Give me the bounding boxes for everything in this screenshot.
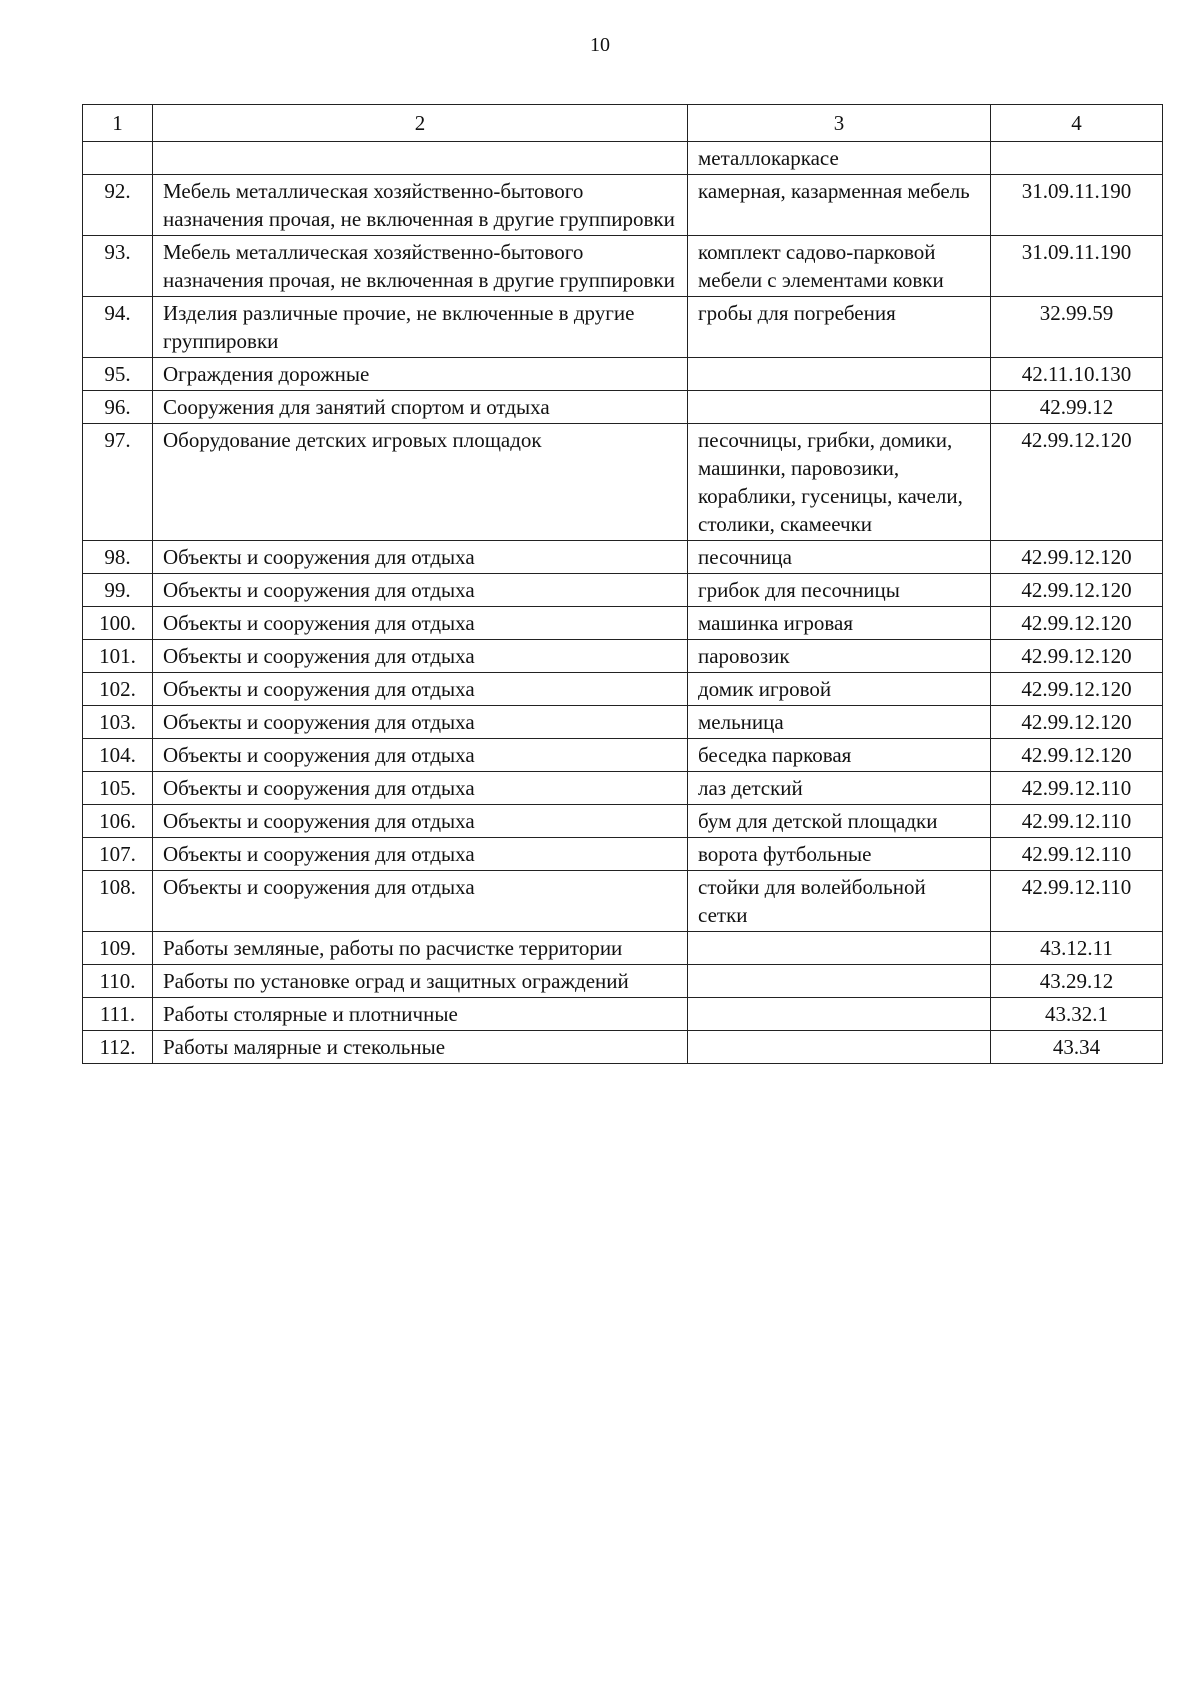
item-description: камерная, казарменная мебель bbox=[688, 175, 991, 236]
classification-code: 31.09.11.190 bbox=[991, 175, 1163, 236]
row-number: 96. bbox=[83, 391, 153, 424]
row-number: 98. bbox=[83, 541, 153, 574]
classification-code: 42.99.12.110 bbox=[991, 838, 1163, 871]
item-name: Объекты и сооружения для отдыха bbox=[153, 673, 688, 706]
row-number: 105. bbox=[83, 772, 153, 805]
item-name: Объекты и сооружения для отдыха bbox=[153, 574, 688, 607]
table-row bbox=[83, 297, 1163, 358]
table-row bbox=[83, 391, 1163, 424]
item-name: Объекты и сооружения для отдыха bbox=[153, 805, 688, 838]
table-row bbox=[83, 358, 1163, 391]
row-number: 104. bbox=[83, 739, 153, 772]
item-description: лаз детский bbox=[688, 772, 991, 805]
item-name: Объекты и сооружения для отдыха bbox=[153, 607, 688, 640]
item-description: ворота футбольные bbox=[688, 838, 991, 871]
table-row bbox=[83, 607, 1163, 640]
row-number: 103. bbox=[83, 706, 153, 739]
column-header-1: 1 bbox=[83, 105, 153, 142]
classification-code: 32.99.59 bbox=[991, 297, 1163, 358]
item-description: паровозик bbox=[688, 640, 991, 673]
table-row bbox=[83, 1031, 1163, 1064]
item-description bbox=[688, 1031, 991, 1064]
header-row bbox=[83, 105, 1163, 142]
table-row bbox=[83, 142, 1163, 175]
item-name: Ограждения дорожные bbox=[153, 358, 688, 391]
classification-code: 42.99.12.120 bbox=[991, 574, 1163, 607]
item-description bbox=[688, 998, 991, 1031]
row-number: 93. bbox=[83, 236, 153, 297]
classification-code: 42.11.10.130 bbox=[991, 358, 1163, 391]
classification-code: 42.99.12.120 bbox=[991, 739, 1163, 772]
classification-table bbox=[82, 104, 1163, 1064]
column-header-3: 3 bbox=[688, 105, 991, 142]
column-header-2: 2 bbox=[153, 105, 688, 142]
item-name: Работы столярные и плотничные bbox=[153, 998, 688, 1031]
row-number: 101. bbox=[83, 640, 153, 673]
item-description bbox=[688, 932, 991, 965]
item-name: Объекты и сооружения для отдыха bbox=[153, 838, 688, 871]
row-number: 111. bbox=[83, 998, 153, 1031]
row-number: 107. bbox=[83, 838, 153, 871]
item-description: песочницы, грибки, домики, машинки, паровозики, кораблики, гусеницы, качели, столики, скамеечки bbox=[688, 424, 991, 541]
item-name: Работы по установке оград и защитных ограждений bbox=[153, 965, 688, 998]
table-body bbox=[83, 142, 1163, 1064]
item-name: Объекты и сооружения для отдыха bbox=[153, 871, 688, 932]
item-name: Объекты и сооружения для отдыха bbox=[153, 640, 688, 673]
table-row bbox=[83, 236, 1163, 297]
item-description: гробы для погребения bbox=[688, 297, 991, 358]
item-name: Мебель металлическая хозяйственно-бытового назначения прочая, не включенная в другие группировки bbox=[153, 175, 688, 236]
item-name: Мебель металлическая хозяйственно-бытового назначения прочая, не включенная в другие группировки bbox=[153, 236, 688, 297]
item-name: Объекты и сооружения для отдыха bbox=[153, 706, 688, 739]
classification-code: 43.12.11 bbox=[991, 932, 1163, 965]
item-description bbox=[688, 391, 991, 424]
table-row bbox=[83, 739, 1163, 772]
row-number: 112. bbox=[83, 1031, 153, 1064]
table-row bbox=[83, 932, 1163, 965]
item-description: комплект садово-парковой мебели с элементами ковки bbox=[688, 236, 991, 297]
item-description: мельница bbox=[688, 706, 991, 739]
item-name: Изделия различные прочие, не включенные в другие группировки bbox=[153, 297, 688, 358]
classification-code: 42.99.12.110 bbox=[991, 871, 1163, 932]
item-name: Объекты и сооружения для отдыха bbox=[153, 772, 688, 805]
item-name: Объекты и сооружения для отдыха bbox=[153, 541, 688, 574]
item-name: Работы малярные и стекольные bbox=[153, 1031, 688, 1064]
table-row bbox=[83, 706, 1163, 739]
table-row bbox=[83, 838, 1163, 871]
classification-code: 42.99.12.120 bbox=[991, 607, 1163, 640]
row-number: 106. bbox=[83, 805, 153, 838]
classification-code: 42.99.12.120 bbox=[991, 640, 1163, 673]
classification-code: 31.09.11.190 bbox=[991, 236, 1163, 297]
item-description bbox=[688, 358, 991, 391]
classification-code: 43.34 bbox=[991, 1031, 1163, 1064]
classification-code: 43.29.12 bbox=[991, 965, 1163, 998]
row-number: 102. bbox=[83, 673, 153, 706]
classification-code: 42.99.12.120 bbox=[991, 706, 1163, 739]
item-description: грибок для песочницы bbox=[688, 574, 991, 607]
item-description bbox=[688, 965, 991, 998]
item-name: Сооружения для занятий спортом и отдыха bbox=[153, 391, 688, 424]
table-header bbox=[83, 105, 1163, 142]
table-row bbox=[83, 424, 1163, 541]
item-name: Работы земляные, работы по расчистке территории bbox=[153, 932, 688, 965]
row-number: 95. bbox=[83, 358, 153, 391]
classification-code: 42.99.12.120 bbox=[991, 424, 1163, 541]
classification-code: 42.99.12.120 bbox=[991, 673, 1163, 706]
classification-code bbox=[991, 142, 1163, 175]
page-number: 10 bbox=[590, 34, 610, 56]
row-number: 108. bbox=[83, 871, 153, 932]
item-description: песочница bbox=[688, 541, 991, 574]
table-row bbox=[83, 640, 1163, 673]
item-name: Объекты и сооружения для отдыха bbox=[153, 739, 688, 772]
table-row bbox=[83, 541, 1163, 574]
row-number: 109. bbox=[83, 932, 153, 965]
classification-code: 42.99.12.120 bbox=[991, 541, 1163, 574]
item-description: металлокаркасе bbox=[688, 142, 991, 175]
row-number: 100. bbox=[83, 607, 153, 640]
table-row bbox=[83, 965, 1163, 998]
table-row bbox=[83, 871, 1163, 932]
item-description: домик игровой bbox=[688, 673, 991, 706]
classification-code: 42.99.12 bbox=[991, 391, 1163, 424]
item-description: стойки для волейбольной сетки bbox=[688, 871, 991, 932]
table-row bbox=[83, 772, 1163, 805]
row-number: 97. bbox=[83, 424, 153, 541]
row-number: 110. bbox=[83, 965, 153, 998]
table-row bbox=[83, 673, 1163, 706]
item-description: беседка парковая bbox=[688, 739, 991, 772]
row-number: 99. bbox=[83, 574, 153, 607]
column-header-4: 4 bbox=[991, 105, 1163, 142]
table-row bbox=[83, 805, 1163, 838]
classification-code: 42.99.12.110 bbox=[991, 805, 1163, 838]
item-name: Оборудование детских игровых площадок bbox=[153, 424, 688, 541]
table-row bbox=[83, 574, 1163, 607]
table-row bbox=[83, 998, 1163, 1031]
row-number: 94. bbox=[83, 297, 153, 358]
row-number: 92. bbox=[83, 175, 153, 236]
table-row bbox=[83, 175, 1163, 236]
classification-code: 42.99.12.110 bbox=[991, 772, 1163, 805]
item-description: бум для детской площадки bbox=[688, 805, 991, 838]
row-number bbox=[83, 142, 153, 175]
classification-code: 43.32.1 bbox=[991, 998, 1163, 1031]
item-name bbox=[153, 142, 688, 175]
item-description: машинка игровая bbox=[688, 607, 991, 640]
